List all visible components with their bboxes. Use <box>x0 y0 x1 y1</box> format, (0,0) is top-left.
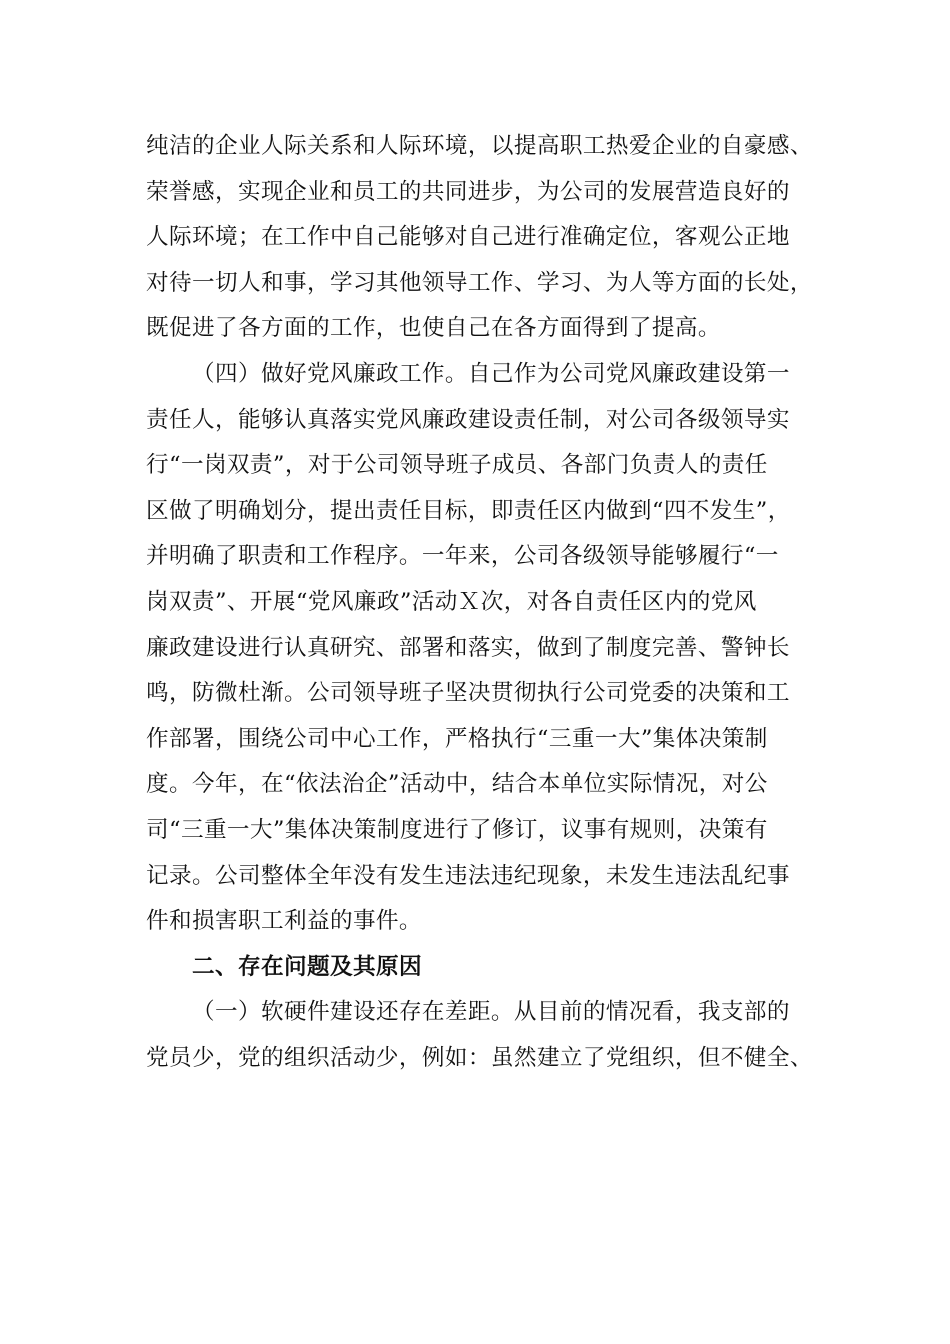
paragraph-line: （一）软硬件建设还存在差距。从目前的情况看，我支部的 <box>192 999 790 1026</box>
document-body <box>146 124 813 1081</box>
paragraph-line: 度。今年，在“依法治企”活动中，结合本单位实际情况，对公 <box>146 771 768 798</box>
paragraph-line: 记录。公司整体全年没有发生违法违纪现象，未发生违法乱纪事 <box>146 862 790 889</box>
paragraph-line: 区做了明确划分，提出责任目标，即责任区内做到“四不发生”， <box>146 497 791 524</box>
section-heading-block <box>146 945 806 991</box>
paragraph-line: 行“一岗双责”，对于公司领导班子成员、各部门负责人的责任 <box>146 452 768 479</box>
paragraph-line: 纯洁的企业人际关系和人际环境，以提高职工热爱企业的自豪感、 <box>146 133 813 159</box>
paragraph-line: （四）做好党风廉政工作。自己作为公司党风廉政建设第一 <box>192 360 790 387</box>
paragraph-line: 廉政建设进行认真研究、部署和落实，做到了制度完善、警钟长 <box>146 634 790 661</box>
paragraph-2 <box>146 352 806 945</box>
paragraph-line: 人际环境；在工作中自己能够对自己进行准确定位，客观公正地 <box>146 224 790 251</box>
paragraph-line: 党员少，党的组织活动少，例如：虽然建立了党组织，但不健全、 <box>146 1044 813 1071</box>
paragraph-3 <box>146 990 813 1081</box>
paragraph-line: 司“三重一大”集体决策制度进行了修订，议事有规则，决策有 <box>146 816 768 843</box>
paragraph-line: 既促进了各方面的工作，也使自己在各方面得到了提高。 <box>146 315 721 342</box>
paragraph-line: 作部署，围绕公司中心工作，严格执行“三重一大”集体决策制 <box>146 725 768 752</box>
paragraph-line: 件和损害职工利益的事件。 <box>146 908 422 935</box>
paragraph-line: 并明确了职责和工作程序。一年来，公司各级领导能够履行“一 <box>146 543 779 570</box>
section-heading: 二、存在问题及其原因 <box>192 953 422 980</box>
paragraph-line: 对待一切人和事，学习其他领导工作、学习、为人等方面的长处， <box>146 269 813 296</box>
paragraph-line: 责任人，能够认真落实党风廉政建设责任制，对公司各级领导实 <box>146 406 790 433</box>
paragraph-1 <box>146 124 813 352</box>
paragraph-line: 岗双责”、开展“党风廉政”活动Ｘ次，对各自责任区内的党风 <box>146 588 757 615</box>
paragraph-line: 荣誉感，实现企业和员工的共同进步，为公司的发展营造良好的 <box>146 178 790 205</box>
paragraph-line: 鸣，防微杜渐。公司领导班子坚决贯彻执行公司党委的决策和工 <box>146 680 790 707</box>
